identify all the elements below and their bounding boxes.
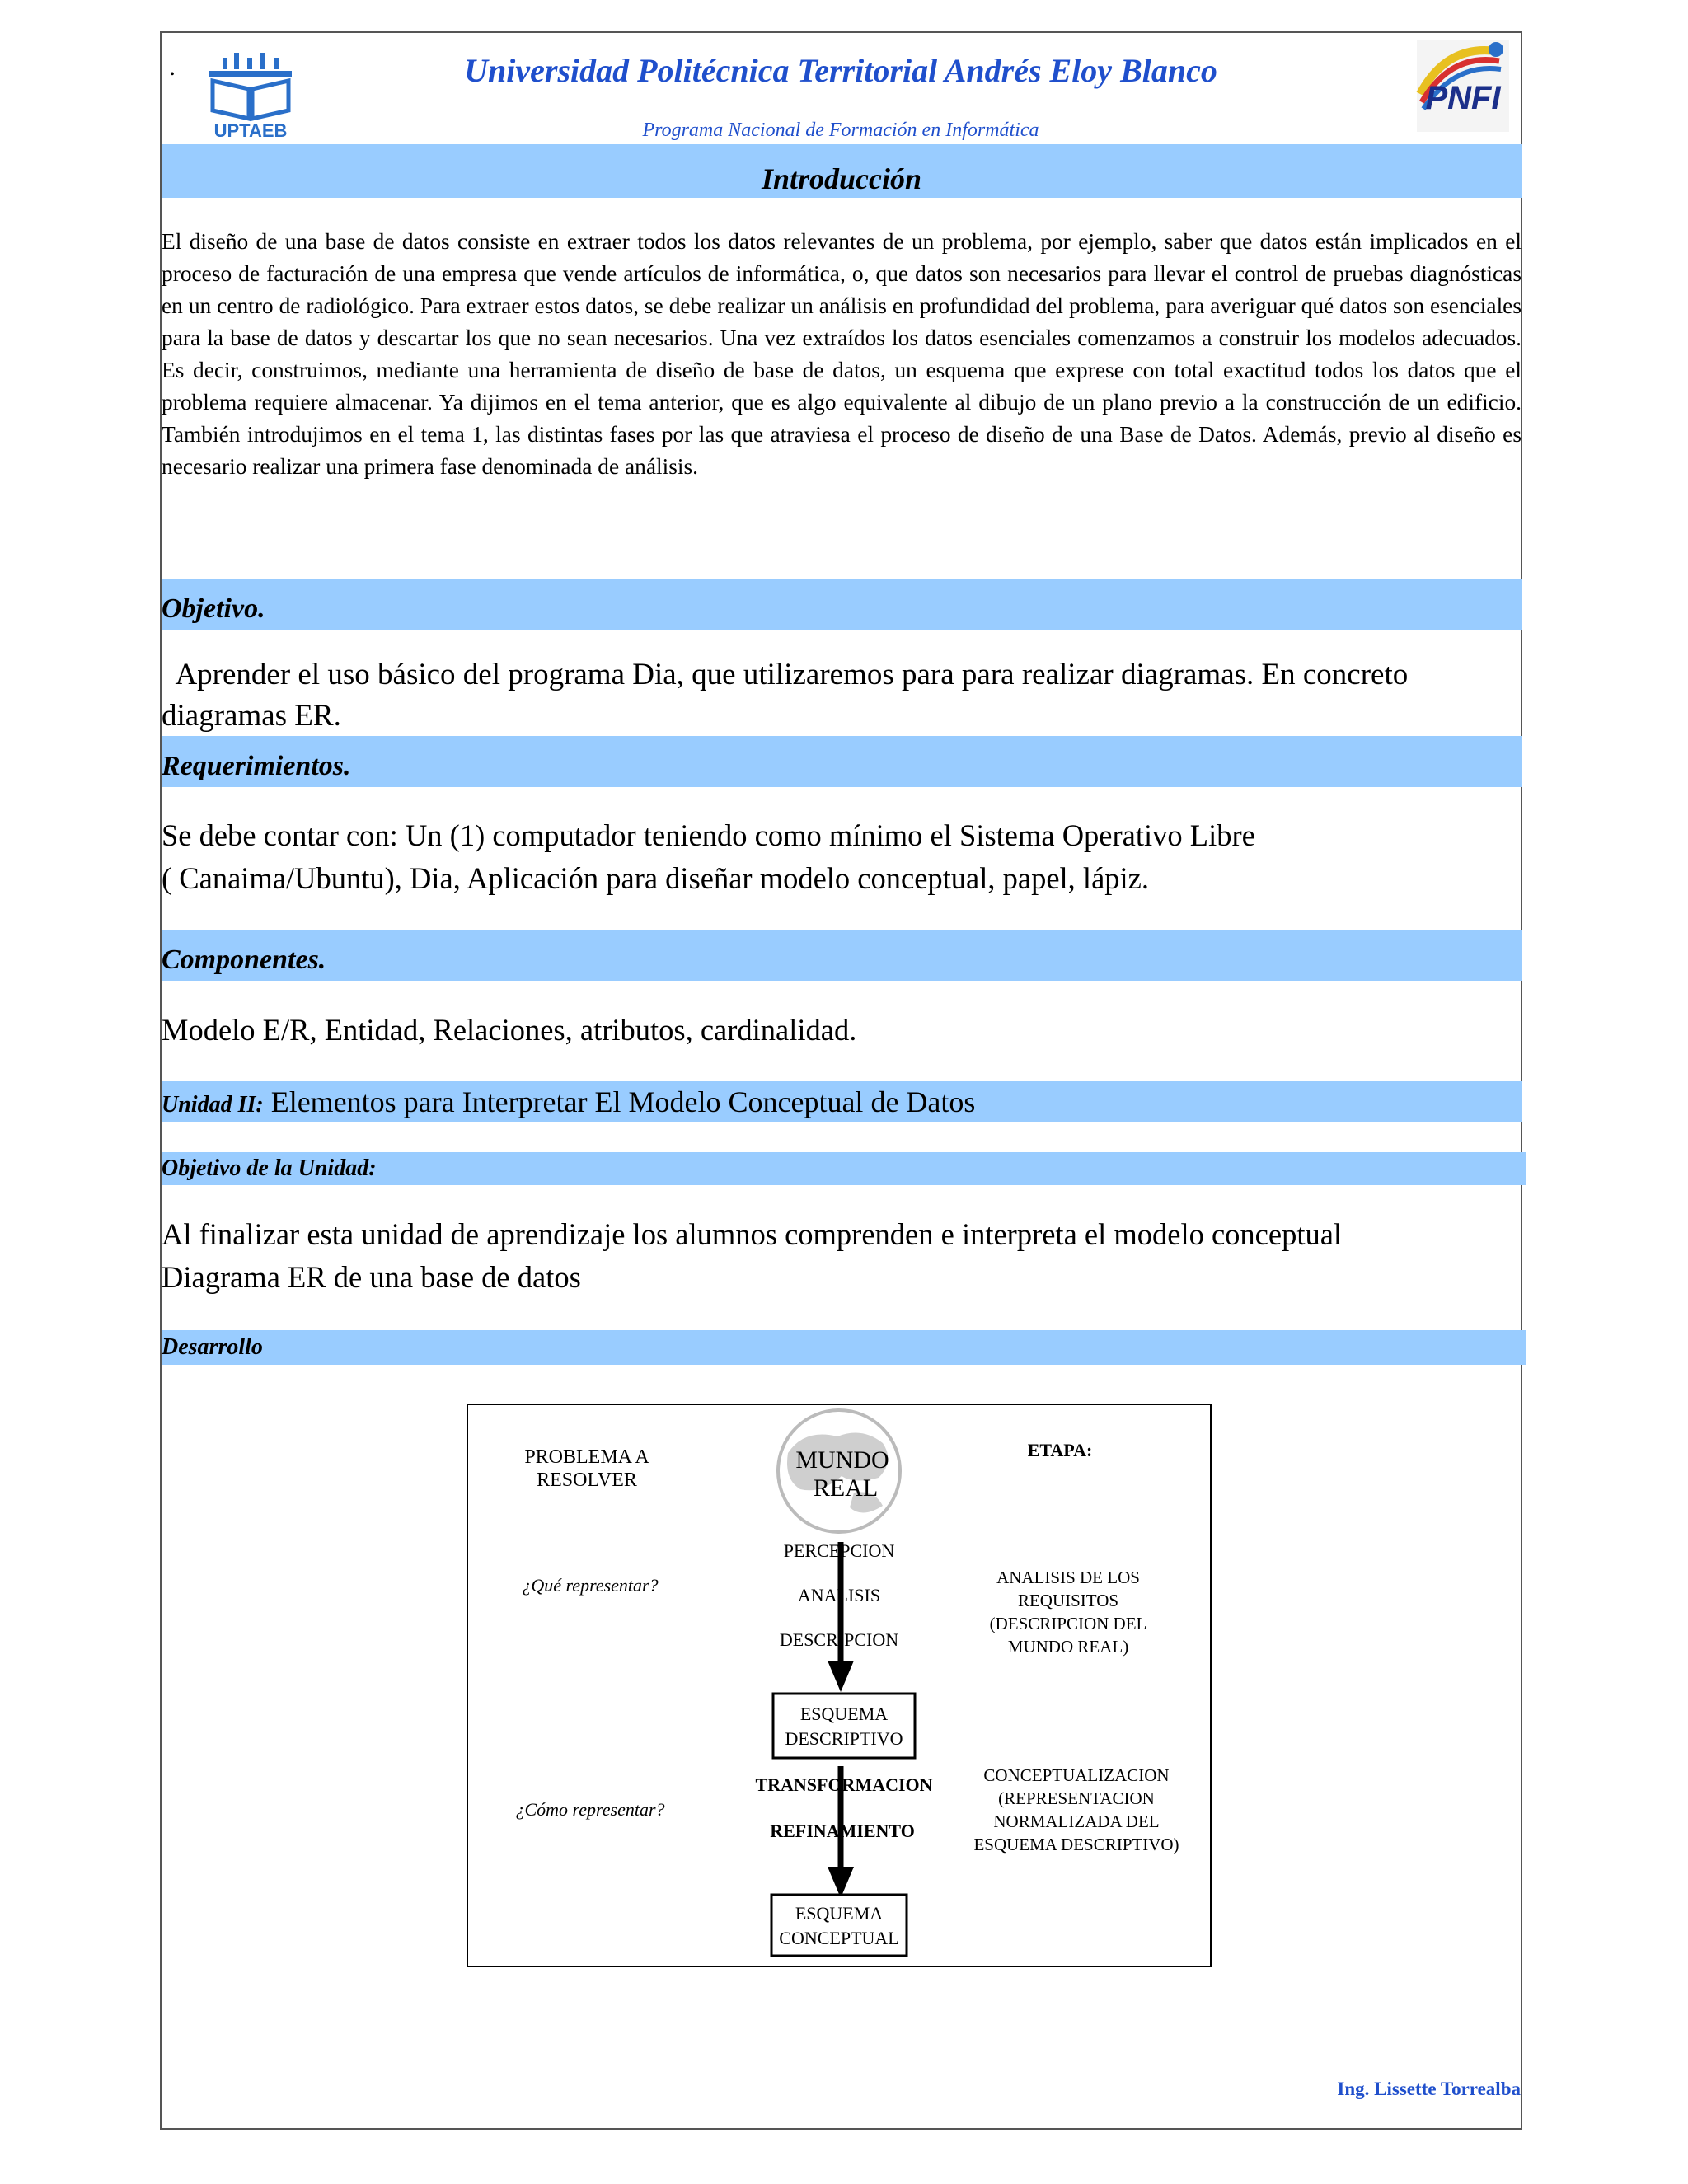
unit-objective-title: Objetivo de la Unidad:	[162, 1155, 377, 1181]
unit-objective-line-2: Diagrama ER de una base de datos	[162, 1260, 581, 1294]
diagram-stage1-2: REQUISITOS	[1017, 1591, 1119, 1610]
diagram-stage1-3: (DESCRIPCION DEL	[989, 1614, 1147, 1633]
program-name: Programa Nacional de Formación en Informática	[642, 120, 1039, 141]
unit-label: Unidad II:	[162, 1092, 264, 1118]
uptaeb-logo	[198, 49, 305, 140]
header-dot: .	[169, 51, 176, 81]
diagram-box2-1: ESQUEMA	[795, 1903, 884, 1924]
diagram-step-transformation: TRANSFORMACION	[755, 1774, 933, 1795]
diagram-globe-2: REAL	[813, 1474, 879, 1502]
signature: Ing. Lissette Torrealba	[1337, 2079, 1521, 2099]
development-title: Desarrollo	[162, 1334, 263, 1360]
diagram-stage2-3: NORMALIZADA DEL	[993, 1811, 1160, 1831]
requirements-line-1: Se debe contar con: Un (1) computador teniendo como mínimo el Sistema Operativo Libre	[162, 818, 1255, 852]
diagram-box1-2: DESCRIPTIVO	[785, 1728, 903, 1749]
diagram-step-analysis: ANALISIS	[797, 1585, 881, 1605]
intro-body: El diseño de una base de datos consiste en extraer todos los datos relevantes de un problema, por ejemplo, saber que datos están implicados en el proceso de facturación de una empresa que vende artículos de informática, o, que datos son necesarios para llevar el control de pruebas diagnósticas en un centro de radiológico. Para extraer estos datos, se debe realizar un análisis en profundidad del problema, para averiguar qué datos son esenciales para la base de datos y descartar los que no sean necesarios. Una vez extraídos los datos esenciales comenzamos a construir los modelos adecuados. Es decir, construimos, mediante una herramienta de diseño de base de datos, un esquema que exprese con total exactitud todos los datos que el problema requiere almacenar. Ya dijimos en el tema anterior, que es algo equivalente al dibujo de un plano previo a la construcción de un edificio. También introdujimos en el tema 1, las distintas fases por las que atraviesa el proceso de diseño de una Base de Datos. Además, previo al diseño es necesario realizar una primera fase denominada de análisis.	[162, 229, 1522, 479]
objective-line-2: diagramas ER.	[162, 699, 341, 733]
unit-objective-line-1: Al finalizar esta unidad de aprendizaje los alumnos comprenden e interpreta el modelo conceptual	[162, 1217, 1343, 1251]
diagram-step-perception: PERCEPCION	[783, 1540, 895, 1561]
requirements-line-2: ( Canaima/Ubuntu), Dia, Aplicación para diseñar modelo conceptual, papel, lápiz.	[162, 861, 1149, 895]
components-band	[162, 930, 1522, 981]
pnfi-logo	[1414, 36, 1512, 135]
unit-heading	[162, 1081, 975, 1129]
objective-line-1: Aprender el uso básico del programa Dia, que utilizaremos para para realizar diagramas. En concreto	[162, 658, 1409, 691]
requirements-title: Requerimientos.	[162, 751, 351, 781]
diagram-question-1: ¿Qué representar?	[522, 1575, 659, 1596]
diagram-stage2-1: CONCEPTUALIZACION	[983, 1765, 1170, 1785]
unit-title: Elementos para Interpretar El Modelo Conceptual de Datos	[263, 1085, 976, 1118]
uptaeb-logo-text: UPTAEB	[213, 120, 288, 140]
diagram-step-refinement: REFINAMIENTO	[770, 1821, 915, 1841]
components-text: Modelo E/R, Entidad, Relaciones, atributos, cardinalidad.	[162, 1013, 857, 1047]
diagram-stage1-1: ANALISIS DE LOS	[996, 1568, 1140, 1587]
intro-title: Introducción	[761, 162, 922, 195]
objective-band	[162, 579, 1522, 630]
university-name: Universidad Politécnica Territorial Andrés Eloy Blanco	[464, 52, 1217, 89]
diagram-right-header: ETAPA:	[1027, 1440, 1093, 1460]
diagram-question-2: ¿Cómo representar?	[515, 1799, 665, 1820]
diagram-stage2-2: (REPRESENTACION	[998, 1788, 1155, 1808]
components-title: Componentes.	[162, 944, 326, 975]
objective-title: Objetivo.	[162, 593, 265, 624]
diagram-globe-1: MUNDO	[795, 1446, 889, 1474]
diagram-left-header-1: PROBLEMA A	[524, 1446, 649, 1468]
diagram-stage2-4: ESQUEMA DESCRIPTIVO)	[973, 1835, 1179, 1854]
development-band	[162, 1330, 1526, 1365]
diagram-step-description: DESCRIPCION	[779, 1629, 899, 1650]
requirements-band	[162, 736, 1522, 787]
pnfi-logo-text: PNFI	[1425, 80, 1501, 116]
diagram-stage1-4: MUNDO REAL)	[1007, 1637, 1129, 1657]
database-design-diagram	[467, 1404, 1212, 1967]
diagram-left-header-2: RESOLVER	[537, 1469, 637, 1491]
diagram-box2-2: CONCEPTUAL	[779, 1928, 899, 1948]
diagram-box1-1: ESQUEMA	[799, 1704, 889, 1724]
